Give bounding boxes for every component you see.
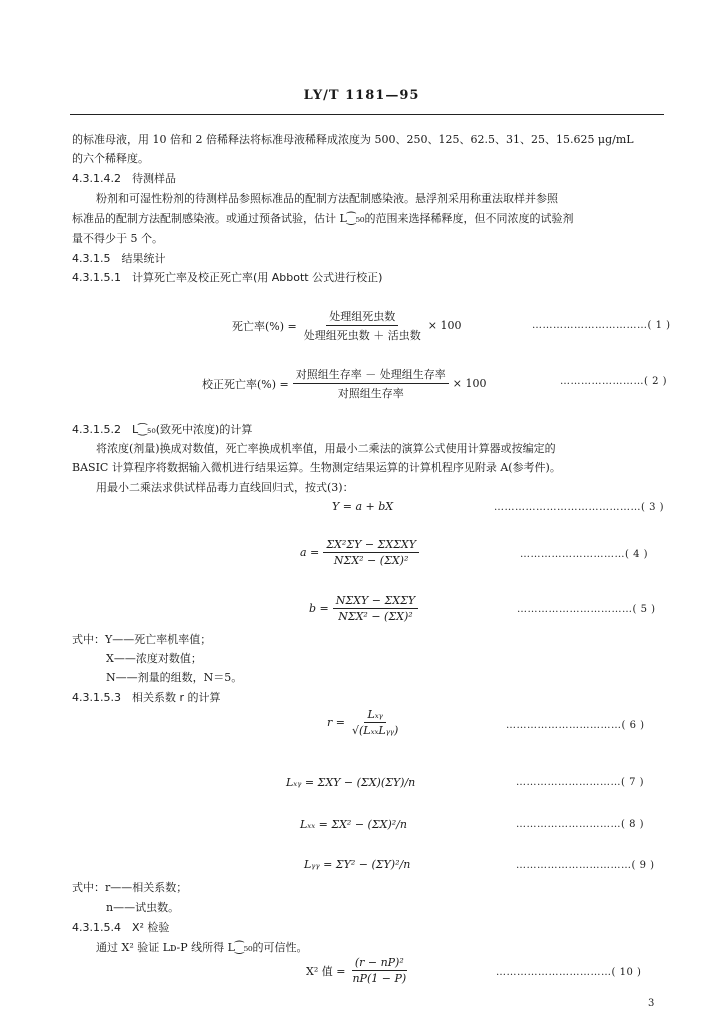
equation-number: ……………………………( 6 ) — [506, 720, 645, 731]
document-header: LY/T 1181—95 — [303, 88, 420, 103]
equation-number: ……………………( 2 ) — [560, 376, 668, 387]
eq1-denominator: 处理组死虫数 ＋ 活虫数 — [303, 329, 421, 342]
where-clause: N——剂量的组数，N＝5。 — [106, 671, 243, 684]
eq1-numerator: 处理组死虫数 — [326, 308, 398, 326]
equation-8: Lₓₓ = ΣX² − (ΣX)²/n — [300, 818, 407, 831]
section-heading: 4.3.1.4.2 待测样品 — [72, 172, 176, 185]
where-clause: n——试虫数。 — [106, 901, 180, 914]
paragraph-line: 用最小二乘法求供试样品毒力直线回归式，按式(3)： — [96, 481, 354, 494]
equation-number: …………………………( 4 ) — [520, 549, 649, 560]
eq6-numerator: Lₓᵧ — [364, 708, 385, 723]
eq10-denominator: nP(1 − P) — [352, 972, 407, 985]
paragraph-line: 粉剂和可湿性粉剂的待测样品参照标准品的配制方法配制感染液。悬浮剂采用称重法取样并参照 — [96, 192, 558, 205]
equation-6 — [327, 708, 405, 737]
equation-number: ……………………………………( 3 ) — [494, 502, 665, 513]
eq1-lhs: 死亡率(%) = — [232, 319, 297, 333]
paragraph-line: BASIC 计算程序将数据输入微机进行结果运算。生物测定结果运算的计算机程序见附录 A(参考件)。 — [72, 461, 561, 474]
equation-number: ……………………………( 1 ) — [532, 320, 671, 331]
equation-5 — [309, 594, 422, 623]
eq6-denominator: √(LₓₓLᵧᵧ) — [351, 724, 399, 737]
eq2-lhs: 校正死亡率(%) = — [202, 377, 289, 391]
eq1-rhs: × 100 — [427, 319, 462, 332]
equation-number: ……………………………( 5 ) — [517, 604, 656, 615]
eq4-lhs: a = — [300, 546, 320, 559]
eq6-lhs: r = — [327, 716, 345, 729]
eq2-denominator: 对照组生存率 — [337, 387, 404, 400]
eq4-denominator: NΣX² − (ΣX)² — [333, 554, 409, 567]
eq2-rhs: × 100 — [452, 377, 487, 390]
where-clause: 式中：r——相关系数； — [72, 881, 188, 894]
eq5-lhs: b = — [309, 602, 329, 615]
paragraph-line: 通过 X² 验证 Lᴅ-P 线所得 L⁐₅₀的可信性。 — [96, 941, 308, 954]
equation-number: ……………………………( 10 ) — [496, 967, 642, 978]
equation-number: …………………………( 8 ) — [516, 819, 645, 830]
equation-1 — [232, 308, 461, 343]
section-heading: 4.3.1.5 结果统计 — [72, 252, 166, 265]
equation-number: …………………………( 7 ) — [516, 777, 645, 788]
equation-4 — [300, 538, 423, 567]
header-rule — [70, 114, 664, 115]
eq10-numerator: (r − nP)² — [352, 956, 407, 971]
page-number: 3 — [648, 998, 655, 1009]
where-clause: X——浓度对数值； — [106, 652, 202, 665]
eq5-numerator: NΣXY − ΣXΣY — [333, 594, 418, 609]
where-clause: 式中：Y——死亡率机率值； — [72, 633, 212, 646]
section-heading: 4.3.1.5.3 相关系数 r 的计算 — [72, 691, 221, 704]
paragraph-line: 量不得少于 5 个。 — [72, 232, 163, 245]
equation-10 — [306, 956, 413, 985]
equation-3: Y = a + bX — [332, 500, 394, 513]
paragraph-line: 将浓度(剂量)换成对数值，死亡率换成机率值，用最小二乘法的演算公式使用计算器或按编定的 — [96, 442, 556, 455]
section-heading: 4.3.1.5.2 L⁐₅₀(致死中浓度)的计算 — [72, 423, 253, 436]
eq2-numerator: 对照组生存率 － 处理组生存率 — [293, 366, 449, 384]
equation-2 — [202, 366, 486, 401]
equation-number: ……………………………( 9 ) — [516, 860, 655, 871]
section-heading: 4.3.1.5.1 计算死亡率及校正死亡率(用 Abbott 公式进行校正) — [72, 271, 383, 284]
equation-9: Lᵧᵧ = ΣY² − (ΣY)²/n — [304, 858, 411, 871]
equation-7: Lₓᵧ = ΣXY − (ΣX)(ΣY)/n — [286, 776, 416, 789]
paragraph-line: 标准品的配制方法配制感染液。或通过预备试验，估计 L⁐₅₀的范围来选择稀释度，但不同浓度的试验剂 — [72, 212, 574, 225]
eq4-numerator: ΣX²ΣY − ΣXΣXY — [323, 538, 419, 553]
eq5-denominator: NΣX² − (ΣX)² — [338, 610, 413, 623]
eq10-lhs: X² 值 = — [306, 964, 346, 978]
section-heading: 4.3.1.5.4 X² 检验 — [72, 921, 170, 934]
paragraph-line: 的六个稀释度。 — [72, 152, 149, 165]
paragraph-line: 的标准母液，用 10 倍和 2 倍稀释法将标准母液稀释成浓度为 500、250、125、62.5、31、25、15.625 μg/mL — [72, 133, 634, 146]
